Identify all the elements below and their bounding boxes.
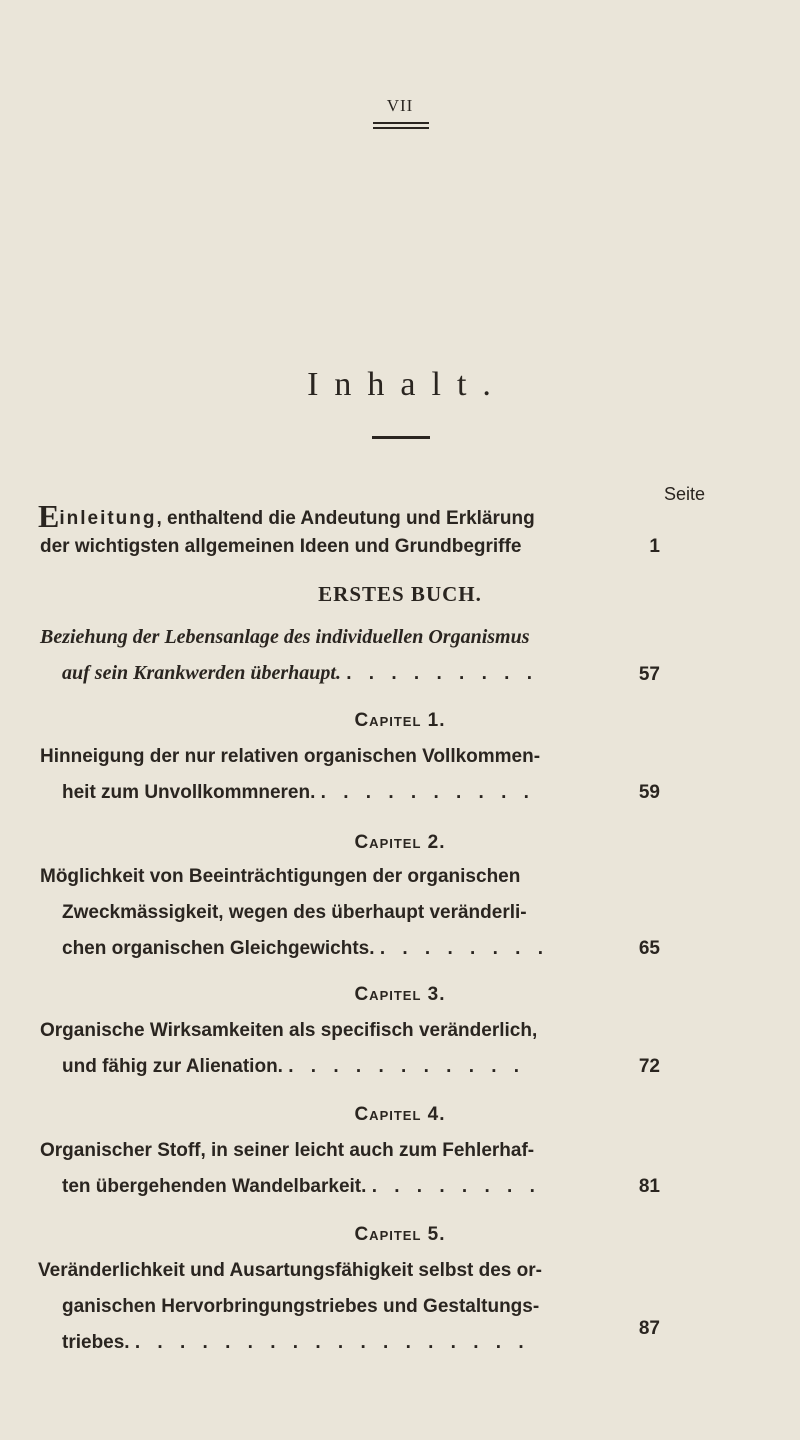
capitel-4-page: 81	[638, 1176, 660, 1197]
capitel-4-line-1: Organischer Stoff, in seiner leicht auch zum Fehlerhaf-	[40, 1140, 535, 1161]
capitel-3-label: Capitel 3.	[354, 984, 446, 1005]
capitel-3-page: 72	[638, 1056, 660, 1077]
capitel-1-line-2	[62, 782, 535, 812]
page-title: Inhalt.	[307, 366, 507, 403]
capitel-3-heading	[0, 984, 800, 1006]
capitel-1-page: 59	[638, 782, 660, 803]
capitel-1-label: Capitel 1.	[354, 710, 446, 731]
buch-line-2	[62, 662, 538, 692]
capitel-4-label: Capitel 4.	[354, 1104, 446, 1125]
capitel-1-heading	[0, 710, 800, 732]
capitel-5-line-3	[62, 1332, 530, 1362]
capitel-5-line-3-text: triebes.	[62, 1332, 130, 1353]
folio-page-number: VII	[386, 96, 414, 115]
capitel-2-heading	[0, 832, 800, 854]
capitel-5-page: 87	[638, 1318, 660, 1339]
buch-line-1: Beziehung der Lebensanlage des individuellen Organismus	[40, 626, 530, 648]
capitel-2-line-3	[62, 938, 549, 968]
buch-line-2-text: auf sein Krankwerden überhaupt.	[62, 662, 341, 684]
capitel-1-line-2-text: heit zum Unvollkommneren.	[62, 782, 316, 803]
capitel-2-line-2: Zweckmässigkeit, wegen des überhaupt veränderli-	[62, 902, 527, 923]
capitel-4-line-2	[62, 1176, 541, 1206]
capitel-4-line-2-text: ten übergehenden Wandelbarkeit.	[62, 1176, 367, 1197]
capitel-5-heading	[0, 1224, 800, 1246]
capitel-1-line-1: Hinneigung der nur relativen organischen Vollkommen-	[40, 746, 541, 767]
einleitung-word: inleitung	[59, 508, 157, 529]
einleitung-initial: E	[38, 498, 60, 534]
capitel-5-label: Capitel 5.	[354, 1224, 446, 1245]
capitel-5-leader-dots: . . . . . . . . . . . . . . . . . .	[134, 1332, 530, 1353]
buch-leader-dots: . . . . . . . . .	[346, 663, 538, 684]
capitel-2-leader-dots: . . . . . . . .	[379, 938, 549, 959]
capitel-3-line-2-text: und fähig zur Alienation.	[62, 1056, 283, 1077]
capitel-5-line-2: ganischen Hervorbringungstriebes und Gestaltungs-	[62, 1296, 540, 1317]
book-heading: ERSTES BUCH.	[318, 582, 482, 606]
einleitung-line-1-text: , enthaltend die Andeutung und Erklärung	[156, 508, 535, 529]
title-rule	[372, 436, 430, 439]
capitel-3-leader-dots: . . . . . . . . . . .	[288, 1056, 526, 1077]
capitel-4-heading	[0, 1104, 800, 1126]
capitel-5-line-1: Veränderlichkeit und Ausartungsfähigkeit selbst des or-	[38, 1260, 542, 1281]
capitel-2-line-1: Möglichkeit von Beeinträchtigungen der organischen	[40, 866, 521, 887]
capitel-1-leader-dots: . . . . . . . . . .	[320, 782, 535, 803]
folio-double-rule-bottom	[373, 127, 429, 129]
einleitung-line-2: der wichtigsten allgemeinen Ideen und Grundbegriffe	[40, 536, 522, 557]
capitel-2-line-3-text: chen organischen Gleichgewichts.	[62, 938, 375, 959]
folio-double-rule-top	[373, 122, 429, 124]
capitel-2-label: Capitel 2.	[354, 832, 446, 853]
capitel-3-line-1: Organische Wirksamkeiten als specifisch veränderlich,	[40, 1020, 538, 1041]
capitel-3-line-2	[62, 1056, 525, 1086]
buch-page: 57	[638, 664, 660, 685]
capitel-2-page: 65	[638, 938, 660, 959]
einleitung-page: 1	[649, 536, 660, 557]
einleitung-line-1	[38, 498, 535, 534]
capitel-4-leader-dots: . . . . . . . .	[371, 1176, 541, 1197]
seite-column-label: Seite	[664, 484, 706, 504]
